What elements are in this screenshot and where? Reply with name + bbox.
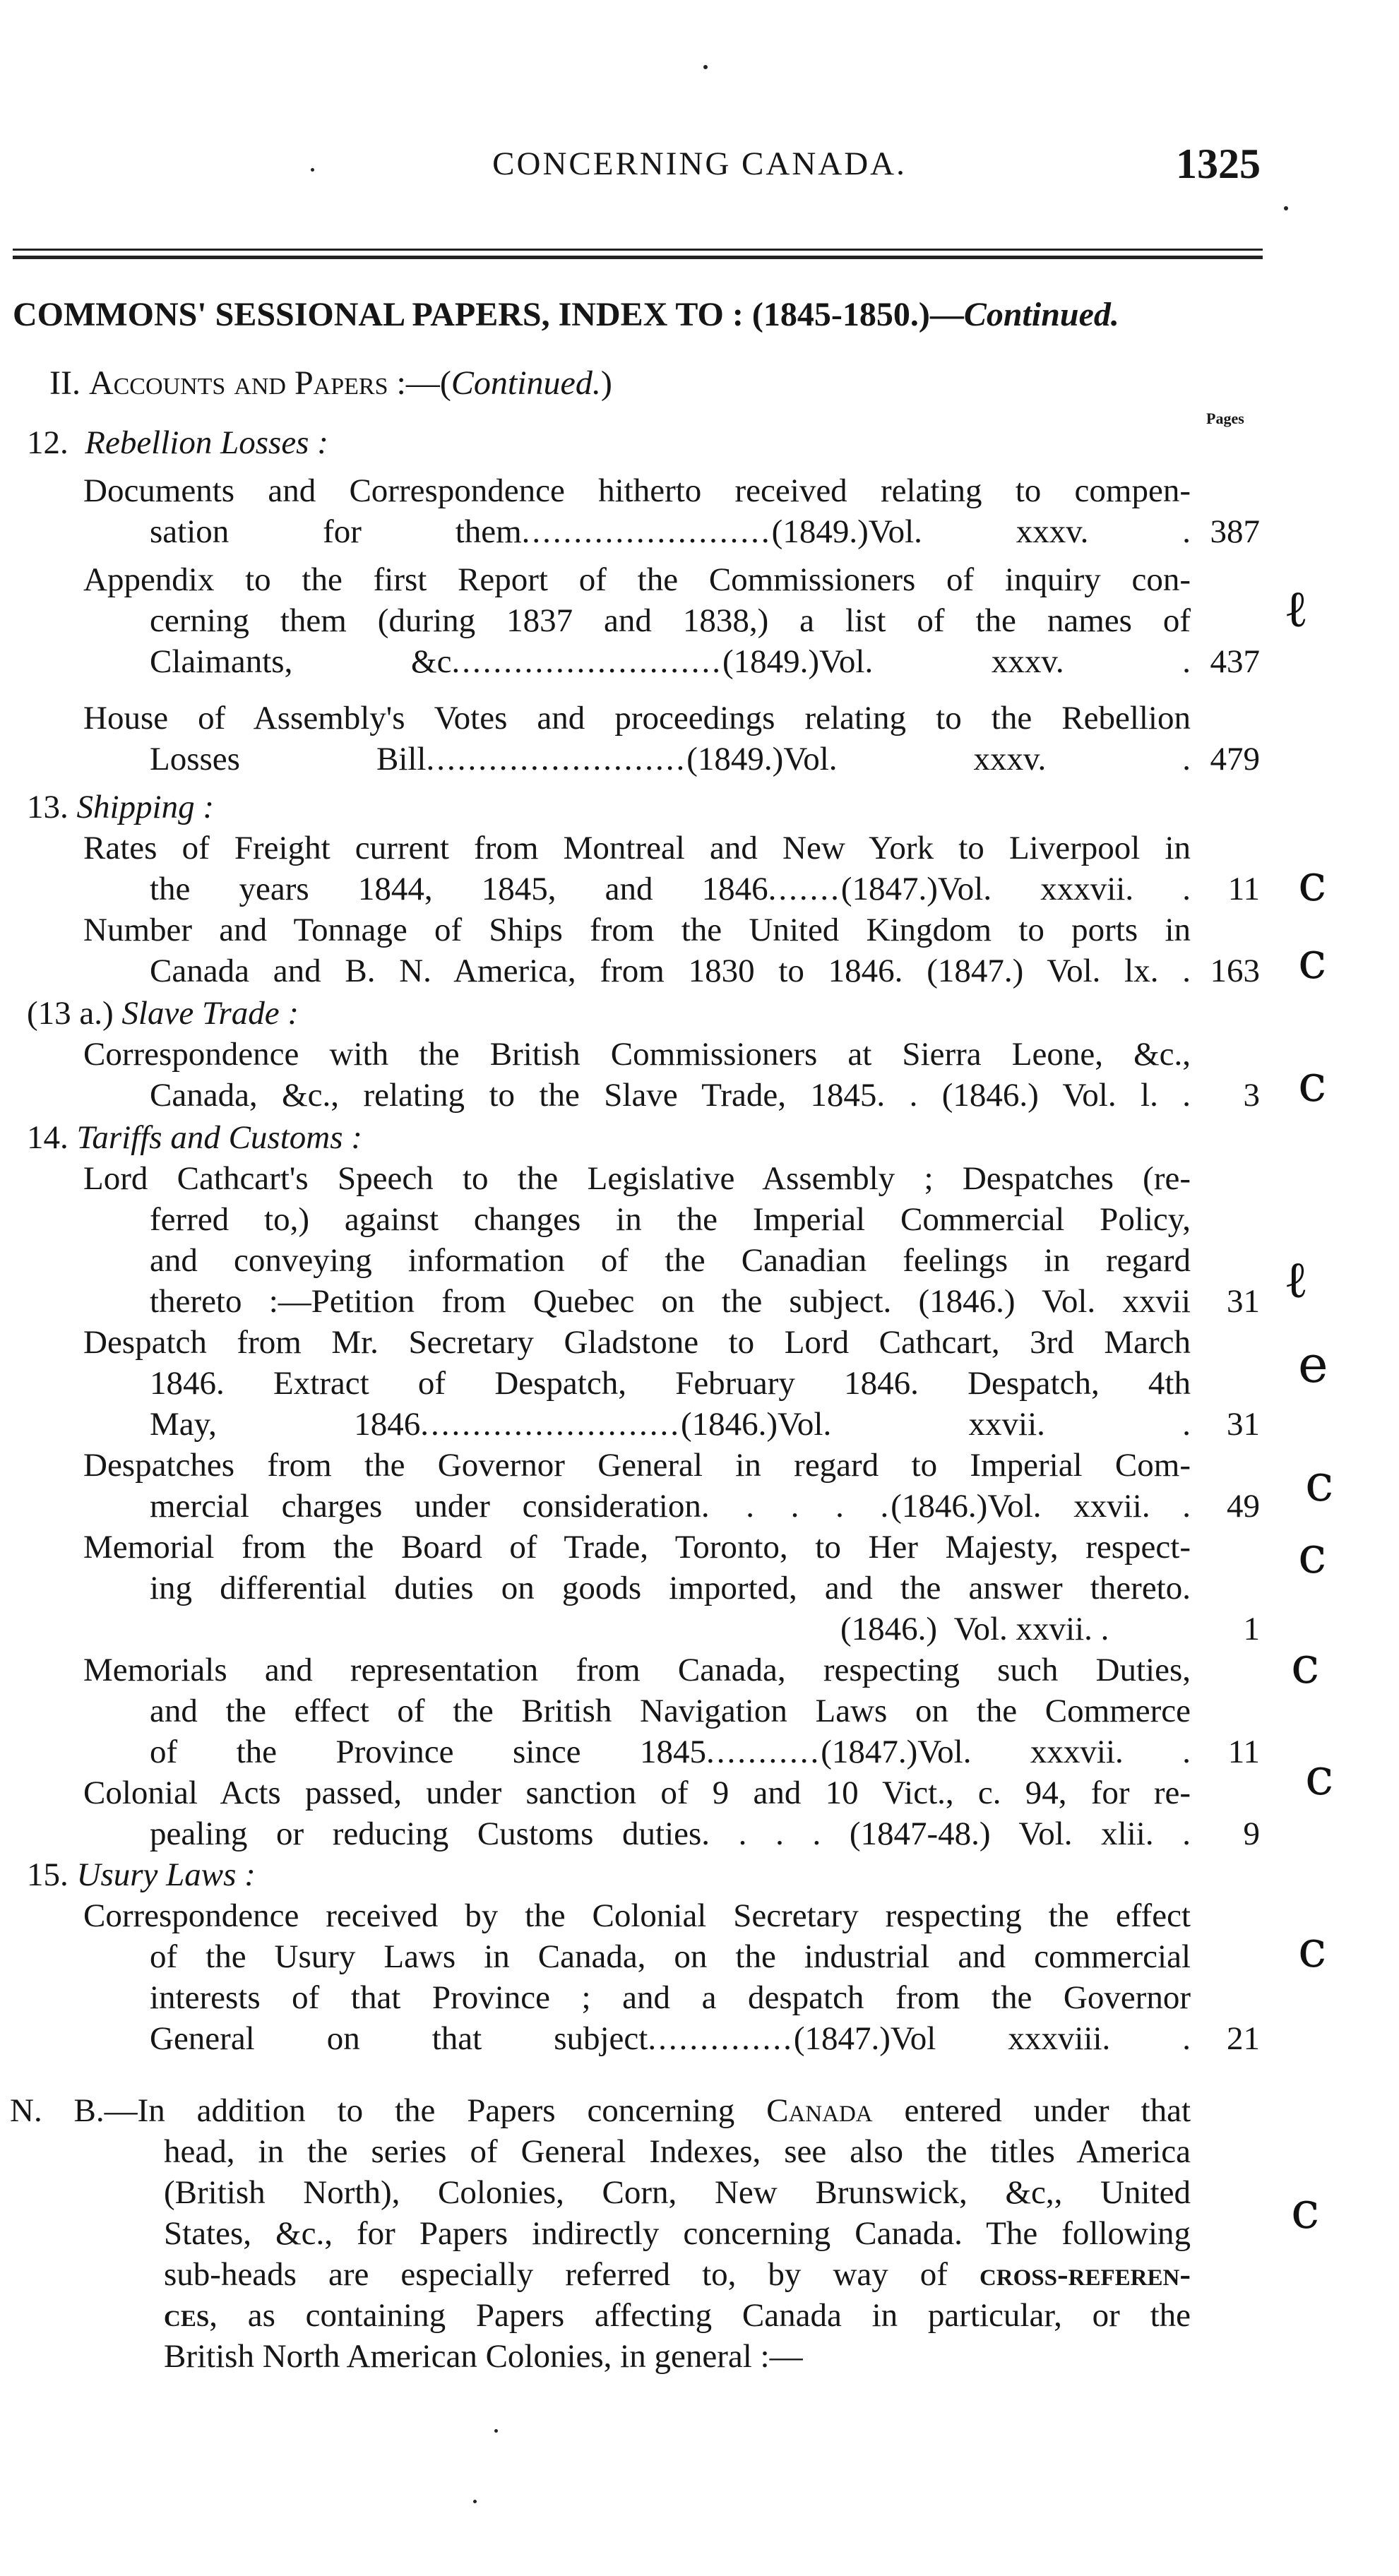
margin-mark: c bbox=[1298, 1919, 1327, 1979]
nota-bene-smallcaps: Canada bbox=[766, 2092, 873, 2129]
category-heading bbox=[27, 993, 299, 1034]
entry-line: Correspondence with the British Commissioners at Sierra Leone, &c., bbox=[83, 1036, 1191, 1073]
entry-year: (1847.) bbox=[821, 1734, 918, 1770]
nota-bene-text: sub-heads are especially referred to, by way of bbox=[164, 2256, 980, 2293]
margin-mark: c bbox=[1298, 1054, 1327, 1113]
nota-bene-smallcaps: cross-referen- bbox=[979, 2256, 1191, 2293]
entry-volume: Vol xxxviii. . bbox=[890, 2020, 1191, 2057]
dot-leader: ........... bbox=[706, 1734, 821, 1770]
entry-line: Memorials and representation from Canada, respecting such Duties, bbox=[83, 1652, 1191, 1688]
entry-line-citation bbox=[150, 869, 1191, 910]
entry-line: interests of that Province ; and a despatch from the Governor bbox=[150, 1979, 1191, 2016]
dot-leader: ....... bbox=[768, 871, 841, 907]
margin-mark: ℓ bbox=[1284, 579, 1309, 638]
entry-line: of the Usury Laws in Canada, on the industrial and commercial bbox=[150, 1938, 1191, 1975]
entry-page: 49 bbox=[1227, 1488, 1260, 1525]
section-numeral: II. bbox=[49, 364, 89, 402]
margin-mark: c bbox=[1305, 1453, 1334, 1513]
entry-page: 1 bbox=[1243, 1611, 1260, 1647]
margin-mark: c bbox=[1298, 931, 1327, 990]
category-number: 13. bbox=[27, 789, 69, 825]
dot-leader: ......................... bbox=[420, 1406, 681, 1443]
entry-line: ferred to,) against changes in the Imperial Commercial Policy, bbox=[150, 1201, 1191, 1238]
entry-year: (1849.) bbox=[722, 643, 820, 680]
entry-page: 31 bbox=[1227, 1283, 1260, 1320]
category-heading bbox=[27, 1117, 362, 1158]
entry-volume: Vol. xxxv. . bbox=[819, 643, 1191, 680]
nota-bene-text: entered under that bbox=[872, 2092, 1191, 2129]
category-heading bbox=[27, 787, 214, 828]
dot-leader: ......................... bbox=[426, 741, 687, 777]
entry-page: 9 bbox=[1243, 1815, 1260, 1852]
margin-mark: c bbox=[1305, 1747, 1334, 1806]
index-title-main: COMMONS' SESSIONAL PAPERS, INDEX TO : (1845-1850.)— bbox=[13, 296, 964, 333]
entry-year: (1846.) bbox=[891, 1488, 988, 1525]
entry-text: May, 1846 bbox=[150, 1406, 421, 1443]
margin-mark: c bbox=[1298, 853, 1327, 912]
entry-line: Rates of Freight current from Montreal and New York to Liverpool in bbox=[83, 830, 1191, 866]
nota-bene-line: British North American Colonies, in general :— bbox=[164, 2338, 803, 2375]
pages-column-label: Pages bbox=[1206, 410, 1244, 427]
nota-bene-line: head, in the series of General Indexes, see also the titles America bbox=[164, 2133, 1191, 2170]
nota-bene-text: N. B.—In addition to the Papers concerning bbox=[10, 2092, 767, 2129]
entry-line: Memorial from the Board of Trade, Toronto, to Her Majesty, respect- bbox=[83, 1529, 1191, 1566]
margin-mark: ℓ bbox=[1284, 1250, 1309, 1309]
entry-volume: Vol. xxxvii. . bbox=[917, 1734, 1191, 1770]
section-heading bbox=[49, 364, 612, 402]
category-title: Shipping : bbox=[76, 789, 215, 825]
category-title: Usury Laws : bbox=[76, 1856, 256, 1893]
entry-page: 3 bbox=[1243, 1077, 1260, 1114]
entry-line-citation bbox=[150, 1486, 1191, 1527]
entry-line: and the effect of the British Navigation Laws on the Commerce bbox=[150, 1693, 1191, 1729]
entry-line: cerning them (during 1837 and 1838,) a list of the names of bbox=[150, 602, 1191, 639]
section-continued: Continued. bbox=[451, 364, 601, 402]
print-speck bbox=[494, 2429, 498, 2433]
entry-line: Appendix to the first Report of the Commissioners of inquiry con- bbox=[83, 561, 1191, 598]
entry-text: mercial charges under consideration bbox=[150, 1488, 701, 1525]
print-speck bbox=[473, 2500, 477, 2503]
entry-line-citation bbox=[150, 511, 1191, 552]
entry-page: 11 bbox=[1227, 1734, 1260, 1770]
index-title-continued: Continued. bbox=[963, 296, 1119, 333]
entry-line: Despatch from Mr. Secretary Gladstone to Lord Cathcart, 3rd March bbox=[83, 1324, 1191, 1361]
entry-year: (1846.) bbox=[680, 1406, 778, 1443]
entry-page: 163 bbox=[1210, 953, 1260, 989]
entry-line-citation bbox=[150, 2018, 1191, 2059]
entry-line: 1846. Extract of Despatch, February 1846. Despatch, 4th bbox=[150, 1365, 1191, 1402]
entry-line: Lord Cathcart's Speech to the Legislative Assembly ; Despatches (re- bbox=[83, 1160, 1191, 1197]
entry-text: sation for them bbox=[150, 513, 522, 550]
entry-text: General on that subject bbox=[150, 2020, 648, 2057]
entry-volume: Vol. xxvii. . bbox=[953, 1611, 1109, 1647]
entry-page: 31 bbox=[1227, 1406, 1260, 1443]
entry-page: 437 bbox=[1210, 643, 1260, 680]
entry-line-citation bbox=[840, 1609, 1109, 1650]
entry-line-citation: Canada and B. N. America, from 1830 to 1846. (1847.) Vol. lx. . bbox=[150, 953, 1191, 989]
entry-year: (1849.) bbox=[771, 513, 869, 550]
section-title: Accounts and Papers bbox=[88, 364, 388, 402]
page-number: 1325 bbox=[1176, 141, 1261, 187]
running-title: CONCERNING CANADA. bbox=[492, 145, 907, 182]
category-number: 12. bbox=[27, 424, 69, 461]
nota-bene-text: , as containing Papers affecting Canada in particular, or the bbox=[209, 2297, 1191, 2334]
nota-bene-line: (British North), Colonies, Corn, New Brunswick, &c,, United bbox=[164, 2174, 1191, 2211]
margin-mark: c bbox=[1291, 2181, 1320, 2240]
entry-line-citation bbox=[150, 1731, 1191, 1772]
category-number: (13 a.) bbox=[27, 995, 114, 1032]
entry-year: (1849.) bbox=[686, 741, 784, 777]
entry-volume: Vol. xxvii. . bbox=[987, 1488, 1191, 1525]
entry-volume: Vol. xxvii. . bbox=[778, 1406, 1191, 1443]
category-number: 14. bbox=[27, 1119, 69, 1156]
nota-bene-line bbox=[10, 2090, 1191, 2131]
entry-line: Number and Tonnage of Ships from the United Kingdom to ports in bbox=[83, 912, 1191, 948]
entry-line: House of Assembly's Votes and proceedings relating to the Rebellion bbox=[83, 700, 1191, 737]
entry-volume: Vol. xxxv. . bbox=[783, 741, 1191, 777]
entry-year: (1847.) bbox=[840, 871, 938, 907]
category-title: Slave Trade : bbox=[121, 995, 299, 1032]
section-close: ) bbox=[600, 364, 612, 402]
category-title: Rebellion Losses : bbox=[85, 424, 328, 461]
margin-mark: e bbox=[1298, 1335, 1328, 1394]
entry-line-citation: thereto :—Petition from Quebec on the subject. (1846.) Vol. xxvii bbox=[150, 1283, 1191, 1320]
category-heading bbox=[27, 422, 328, 463]
entry-text: Claimants, &c bbox=[150, 643, 452, 680]
entry-year: (1846.) bbox=[840, 1611, 938, 1647]
entry-page: 11 bbox=[1227, 871, 1260, 907]
entry-volume: Vol. xxxvii. . bbox=[937, 871, 1191, 907]
category-title: Tariffs and Customs : bbox=[76, 1119, 362, 1156]
nota-bene-line: States, &c., for Papers indirectly concerning Canada. The following bbox=[164, 2215, 1191, 2252]
entry-line: Colonial Acts passed, under sanction of 9 and 10 Vict., c. 94, for re- bbox=[83, 1775, 1191, 1811]
dot-leader: ........................ bbox=[521, 513, 772, 550]
entry-line: ing differential duties on goods imported, and the answer thereto. bbox=[150, 1570, 1191, 1606]
print-speck bbox=[1284, 206, 1288, 210]
entry-text: of the Province since 1845 bbox=[150, 1734, 706, 1770]
entry-line: Correspondence received by the Colonial Secretary respecting the effect bbox=[83, 1897, 1191, 1934]
entry-page: 479 bbox=[1210, 741, 1260, 777]
dot-leader: . . . . . bbox=[701, 1488, 891, 1525]
entry-line: and conveying information of the Canadian feelings in regard bbox=[150, 1242, 1191, 1279]
entry-line-citation: Canada, &c., relating to the Slave Trade, 1845. . (1846.) Vol. l. . bbox=[150, 1077, 1191, 1114]
entry-line-citation bbox=[150, 641, 1191, 682]
section-suffix: :—( bbox=[388, 364, 451, 402]
entry-text: the years 1844, 1845, and 1846 bbox=[150, 871, 768, 907]
nota-bene-line bbox=[164, 2254, 1191, 2295]
entry-volume: Vol. xxxv. . bbox=[868, 513, 1191, 550]
entry-line: Despatches from the Governor General in regard to Imperial Com- bbox=[83, 1447, 1191, 1484]
entry-line: Documents and Correspondence hitherto received relating to compen- bbox=[83, 472, 1191, 509]
entry-text: Losses Bill bbox=[150, 741, 427, 777]
header-rule-thick bbox=[13, 256, 1263, 259]
print-speck bbox=[703, 65, 708, 69]
margin-mark: c bbox=[1291, 1635, 1320, 1695]
nota-bene-smallcaps: ces bbox=[164, 2297, 210, 2334]
entry-page: 21 bbox=[1227, 2020, 1260, 2057]
entry-page: 387 bbox=[1210, 513, 1260, 550]
dot-leader: .............. bbox=[648, 2020, 794, 2057]
entry-line-citation: pealing or reducing Customs duties. . . . (1847-48.) Vol. xlii. . bbox=[150, 1815, 1191, 1852]
index-title bbox=[13, 295, 1119, 334]
dot-leader: .......................... bbox=[451, 643, 722, 680]
category-heading bbox=[27, 1854, 256, 1895]
margin-mark: c bbox=[1298, 1525, 1327, 1585]
header-rule bbox=[13, 249, 1263, 251]
entry-line-citation bbox=[150, 739, 1191, 780]
entry-line-citation bbox=[150, 1404, 1191, 1445]
nota-bene-line bbox=[164, 2295, 1191, 2336]
category-number: 15. bbox=[27, 1856, 69, 1893]
entry-year: (1847.) bbox=[793, 2020, 891, 2057]
